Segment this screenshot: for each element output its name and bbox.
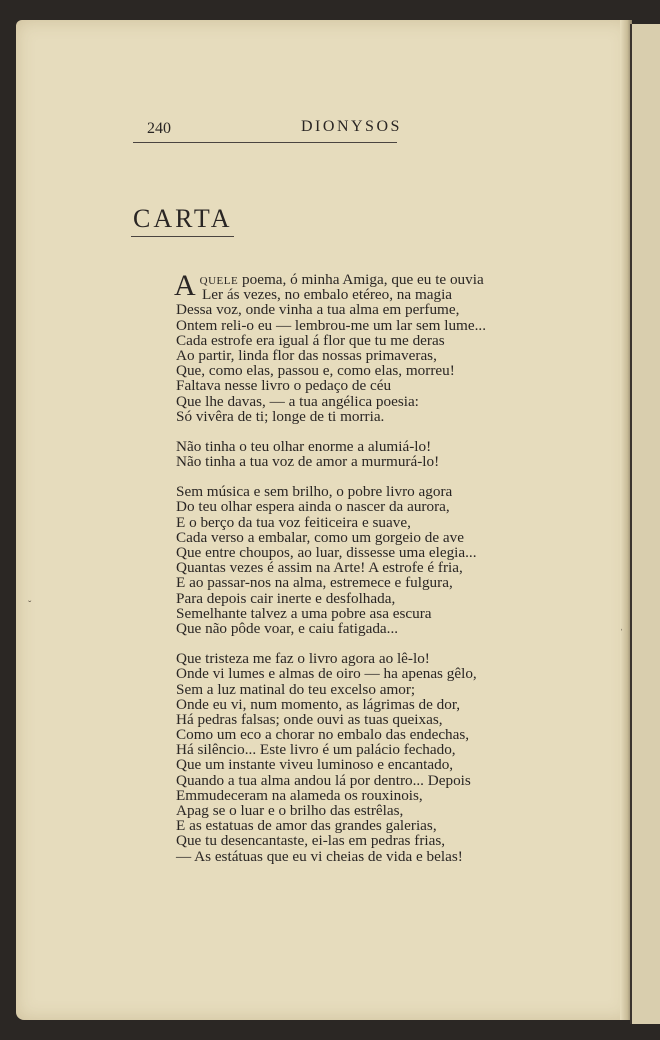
poem-line: Apag se o luar e o brilho das estrêlas,: [176, 802, 404, 819]
stanza: [176, 651, 536, 864]
poem-line: E ao passar-nos na alma, estremece e fulgura,: [176, 574, 453, 592]
poem-line: Que tristeza me faz o livro agora ao lê-lo!: [176, 650, 430, 668]
poem-line: Ler ás vezes, no embalo etéreo, na magia: [202, 286, 453, 304]
poem-line: Ontem reli-o eu — lembrou-me um lar sem lume...: [176, 316, 486, 334]
poem-line: Sem a luz matinal do teu excelso amor;: [176, 680, 416, 698]
poem-line: Que entre choupos, ao luar, dissesse uma elegia...: [176, 544, 477, 561]
stanza: [176, 484, 536, 636]
section-title: CARTA: [131, 204, 234, 237]
poem-line: Ao partir, linda flor das nossas primaveras,: [176, 346, 437, 364]
margin-mark: ˈ: [620, 628, 624, 639]
small-caps-word: quele: [199, 271, 239, 288]
poem-line: Que lhe davas, — a tua angélica poesia:: [176, 392, 419, 410]
stanza: [174, 269, 536, 425]
poem-line: Quando a tua alma andou lá por dentro... Depois: [176, 771, 471, 789]
page-number: 240: [147, 120, 171, 137]
poem-line: Onde vi lumes e almas de oiro — ha apenas gêlo,: [176, 665, 477, 683]
poem-line: Que tu desencantaste, ei-las em pedras frias,: [176, 832, 446, 850]
poem-line: Para depois cair inerte e desfolhada,: [176, 589, 396, 607]
poem-line: Emmudeceram na alameda os rouxinois,: [176, 786, 423, 804]
stanza: [176, 439, 536, 469]
poem-line: Dessa voz, onde vinha a tua alma em perfume,: [176, 301, 460, 319]
drop-cap: A: [174, 269, 196, 302]
poem-line: Há silêncio... Este livro é um palácio fechado,: [176, 741, 456, 759]
facing-page-edge: [630, 24, 660, 1024]
poem-body: [174, 269, 536, 879]
poem-line: Cada verso a embalar, como um gorgeio de ave: [176, 528, 464, 546]
poem-line: Não tinha o teu olhar enorme a alumiá-lo!: [176, 437, 432, 455]
poem-line: — As estátuas que eu vi cheias de vida e belas!: [176, 847, 463, 865]
poem-line: Há pedras falsas; onde ouvi as tuas queixas,: [176, 710, 443, 728]
poem-line: Onde eu vi, num momento, as lágrimas de dor,: [176, 695, 461, 713]
poem-line: Cada estrofe era igual á flor que tu me deras: [176, 331, 445, 349]
poem-line: E o berço da tua voz feiticeira e suave,: [176, 513, 411, 531]
poem-line: Que não pôde voar, e caiu fatigada...: [176, 619, 399, 637]
poem-line: Que um instante viveu luminoso e encantado,: [176, 756, 454, 774]
poem-line: Que, como elas, passou e, como elas, morreu!: [176, 362, 455, 380]
poem-line: Do teu olhar espera ainda o nascer da aurora,: [176, 498, 450, 516]
poem-line: [176, 272, 536, 287]
poem-line: Sem música e sem brilho, o pobre livro agora: [176, 483, 453, 501]
book-title: DIONYSOS: [301, 118, 402, 135]
poem-line: Quantas vezes é assim na Arte! A estrofe é fria,: [176, 559, 463, 577]
running-header: [133, 116, 402, 143]
poem-line: Semelhante talvez a uma pobre asa escura: [176, 604, 432, 622]
poem-line: Faltava nesse livro o pedaço de céu: [176, 377, 392, 395]
poem-line: Como um eco a chorar no embalo das endechas,: [176, 726, 470, 744]
poem-line: Não tinha a tua voz de amor a murmurá-lo!: [176, 453, 440, 471]
poem-line: Só vivêra de ti; longe de ti morria.: [176, 407, 385, 425]
margin-mark: ˇ: [28, 600, 32, 611]
first-line-text: poema, ó minha Amiga, que eu te ouvia: [238, 271, 484, 288]
poem-line: E as estatuas de amor das grandes galerias,: [176, 817, 437, 835]
